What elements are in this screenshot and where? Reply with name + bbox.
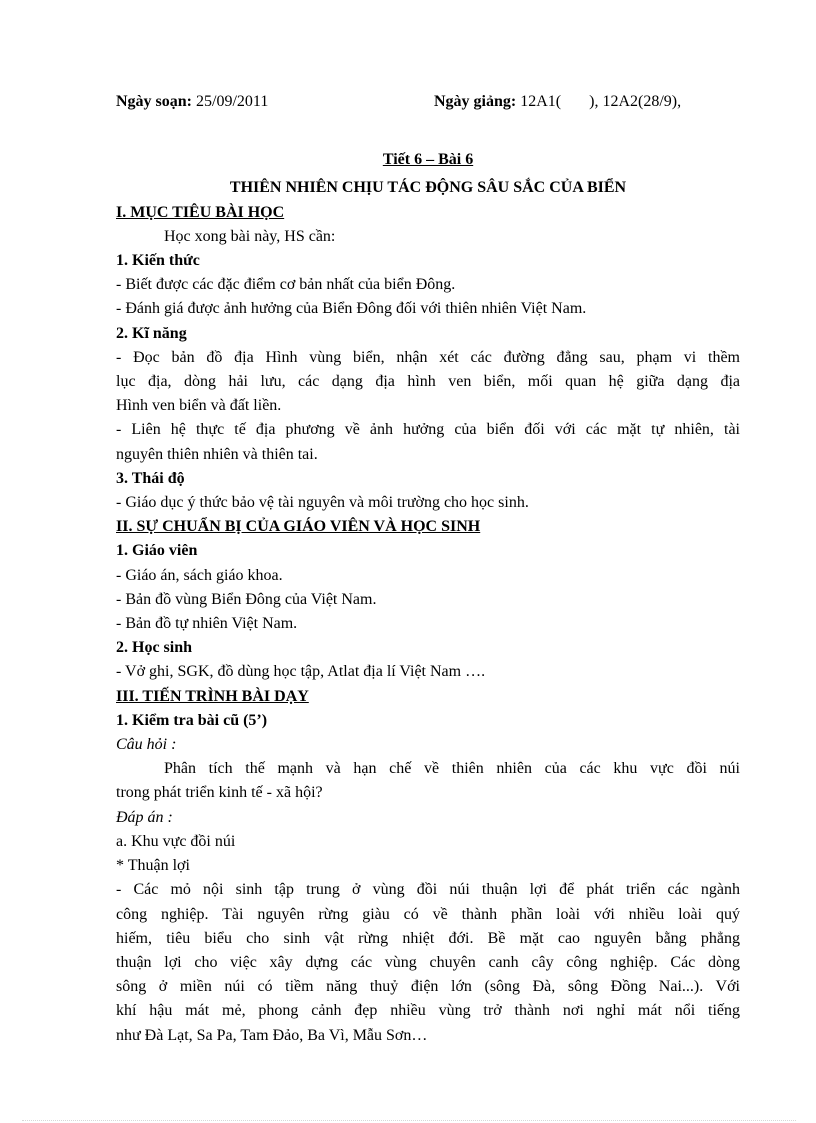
teacher-item-1: - Giáo án, sách giáo khoa. xyxy=(116,566,283,584)
answer-label: Đáp án : xyxy=(116,808,173,826)
section1-heading: I. MỤC TIÊU BÀI HỌC xyxy=(116,203,285,221)
date-taught-label: Ngày giảng: xyxy=(434,93,517,110)
teacher-heading: 1. Giáo viên xyxy=(116,542,198,560)
skills-item-2-line: - Liên hệ thực tế địa phương về ảnh hưởng của biển đối với các mặt tự nhiên, tài xyxy=(116,421,740,439)
date-prepared xyxy=(116,90,434,114)
knowledge-item-1: - Biết được các đặc điểm cơ bản nhất của biển Đông. xyxy=(116,276,456,294)
advantage-line: như Đà Lạt, Sa Pa, Tam Đảo, Ba Vì, Mẫu Sơn… xyxy=(116,1026,428,1044)
header-row xyxy=(116,90,740,114)
knowledge-heading: 1. Kiến thức xyxy=(116,252,200,270)
attitude-item-1: - Giáo dục ý thức bảo vệ tài nguyên và môi trường cho học sinh. xyxy=(116,494,529,512)
knowledge-item-2: - Đánh giá được ảnh hưởng của Biển Đông đối với thiên nhiên Việt Nam. xyxy=(116,300,587,318)
advantage-line: khí hậu mát mẻ, phong cảnh đẹp nhiều vùng trở thành nơi nghỉ mát nổi tiếng xyxy=(116,1002,740,1020)
question-text xyxy=(116,757,740,805)
advantage-heading: * Thuận lợi xyxy=(116,857,190,875)
skills-item-1-line: Hình ven biển và đất liền. xyxy=(116,397,282,415)
advantage-line: công nghiệp. Tài nguyên rừng giàu có về thành phần loài với nhiều loài quý xyxy=(116,905,740,923)
date-taught xyxy=(434,90,681,114)
section2-heading: II. SỰ CHUẨN BỊ CỦA GIÁO VIÊN VÀ HỌC SINH xyxy=(116,518,481,536)
advantage-line: sông ở miền núi có tiềm năng thuỷ điện lớn (sông Đà, sông Đồng Nai...). Với xyxy=(116,978,740,996)
teacher-item-3: - Bản đồ tự nhiên Việt Nam. xyxy=(116,615,298,633)
skills-item-2 xyxy=(116,418,740,466)
question-line: trong phát triển kinh tế - xã hội? xyxy=(116,784,323,802)
advantage-line: thuận lợi cho việc xây dựng các vùng chuyên canh cây công nghiệp. Các dòng xyxy=(116,953,740,971)
advantage-line: - Các mỏ nội sinh tập trung ở vùng đồi núi thuận lợi để phát triển các ngành xyxy=(116,881,740,899)
teacher-item-2: - Bản đồ vùng Biển Đông của Việt Nam. xyxy=(116,590,377,608)
section1-intro: Học xong bài này, HS cần: xyxy=(164,227,336,245)
attitude-heading: 3. Thái độ xyxy=(116,469,185,487)
lesson-title: THIÊN NHIÊN CHỊU TÁC ĐỘNG SÂU SẮC CỦA BIỂN xyxy=(229,179,627,197)
section3-heading: III. TIẾN TRÌNH BÀI DẠY xyxy=(116,687,309,705)
date-taught-value: 12A1( ), 12A2(28/9), xyxy=(516,93,682,110)
date-prepared-value: 25/09/2011 xyxy=(192,93,269,110)
page-bottom-border xyxy=(22,1120,796,1121)
student-heading: 2. Học sinh xyxy=(116,639,193,657)
skills-heading: 2. Kĩ năng xyxy=(116,324,187,342)
advantage-paragraph xyxy=(116,878,740,1047)
document-page xyxy=(116,90,740,1048)
date-prepared-label: Ngày soạn: xyxy=(116,93,193,110)
skills-item-1-line: lục địa, dòng hải lưu, các dạng địa hình ven biển, mối quan hệ giữa dạng địa xyxy=(116,373,740,391)
check-heading: 1. Kiểm tra bài cũ (5’) xyxy=(116,711,268,729)
question-label: Câu hỏi : xyxy=(116,736,177,754)
question-line: Phân tích thế mạnh và hạn chế về thiên nhiên của các khu vực đồi núi xyxy=(164,760,740,778)
answer-a: a. Khu vực đồi núi xyxy=(116,832,236,850)
skills-item-1 xyxy=(116,346,740,419)
lesson-number: Tiết 6 – Bài 6 xyxy=(382,151,474,169)
skills-item-1-line: - Đọc bản đồ địa Hình vùng biển, nhận xét các đường đẳng sau, phạm vi thềm xyxy=(116,348,740,366)
student-item-1: - Vở ghi, SGK, đồ dùng học tập, Atlat địa lí Việt Nam …. xyxy=(116,663,486,681)
advantage-line: hiếm, tiêu biểu cho sinh vật rừng nhiệt đới. Bề mặt cao nguyên bằng phẳng xyxy=(116,929,740,947)
skills-item-2-line: nguyên thiên nhiên và thiên tai. xyxy=(116,445,318,463)
